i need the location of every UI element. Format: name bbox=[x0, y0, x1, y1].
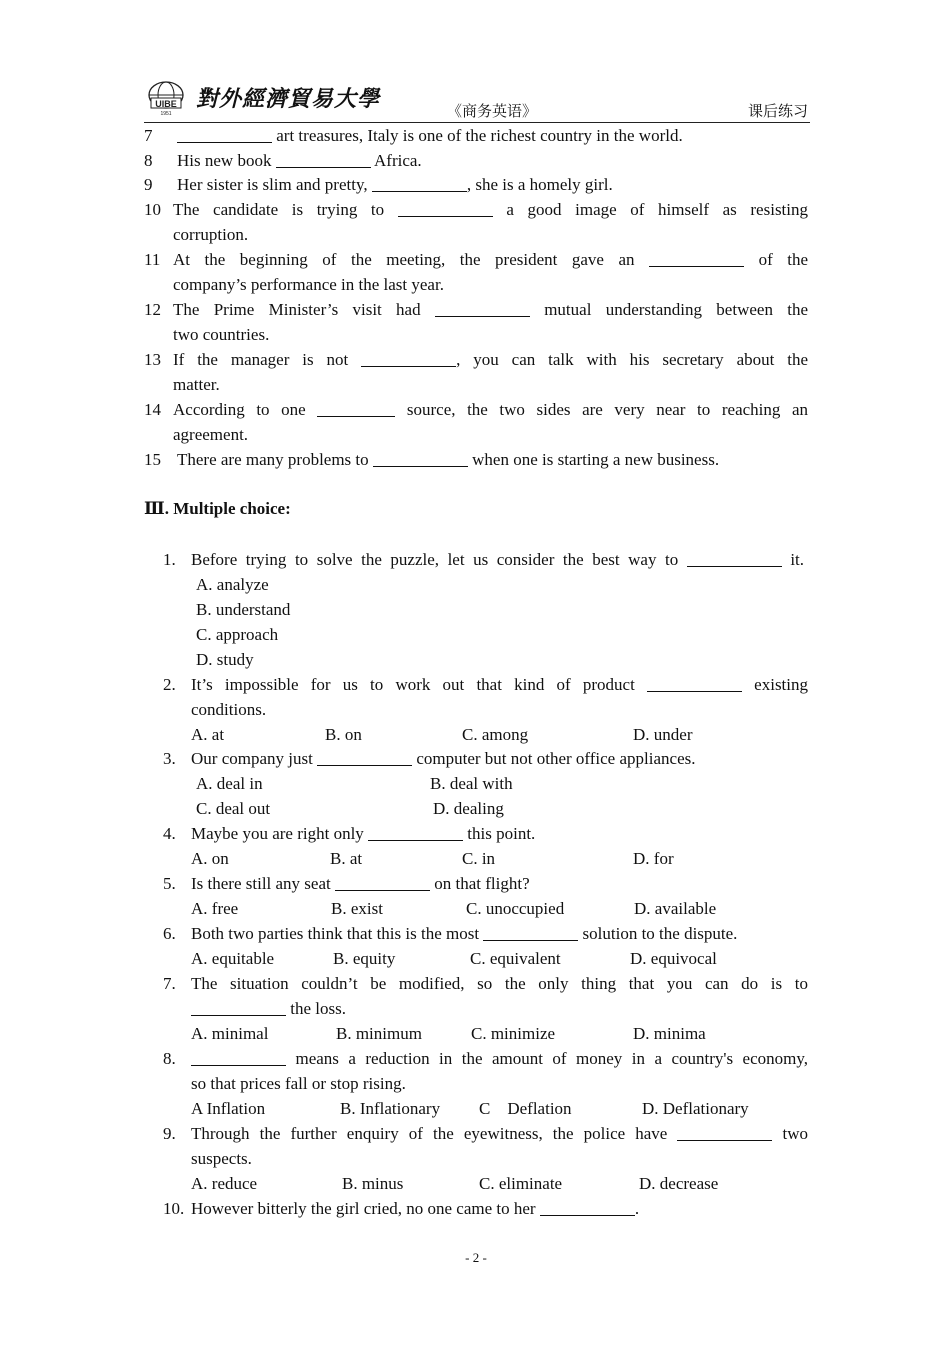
option[interactable]: B. minimum bbox=[336, 1024, 422, 1043]
mc-question-8: means a reduction in the amount of money in a country's economy, bbox=[191, 1048, 808, 1070]
answer-blank[interactable] bbox=[191, 999, 286, 1016]
item-10-cont: corruption. bbox=[173, 225, 249, 244]
option[interactable]: D. decrease bbox=[639, 1174, 719, 1193]
item-number: 13 bbox=[144, 350, 161, 369]
question-number: 9. bbox=[163, 1124, 176, 1143]
item-14-cont: agreement. bbox=[173, 425, 249, 444]
option[interactable]: D. study bbox=[196, 650, 254, 669]
item-10: The candidate is trying to a good image of himself as resisting bbox=[173, 200, 809, 219]
item-number: 7 bbox=[144, 126, 153, 145]
option[interactable]: A. on bbox=[191, 849, 229, 868]
answer-blank[interactable] bbox=[317, 400, 395, 417]
section-heading: Ⅲ. Multiple choice: bbox=[144, 499, 291, 518]
mc-question-3: Our company just computer but not other office appliances. bbox=[191, 749, 696, 768]
option[interactable]: B. on bbox=[325, 725, 362, 744]
mc-question-5: Is there still any seat on that flight? bbox=[191, 874, 530, 893]
question-number: 6. bbox=[163, 924, 176, 943]
option[interactable]: C. deal out bbox=[196, 799, 271, 818]
question-number: 3. bbox=[163, 749, 176, 768]
mc-question-7: The situation couldn’t be modified, so the only thing that you can do is to bbox=[191, 974, 808, 993]
item-12: The Prime Minister’s visit had mutual understanding between the bbox=[173, 300, 809, 319]
answer-blank[interactable] bbox=[373, 450, 468, 467]
university-logo-icon bbox=[144, 78, 188, 116]
question-number: 8. bbox=[163, 1049, 176, 1068]
option[interactable]: D. dealing bbox=[433, 799, 504, 818]
item-15: There are many problems to when one is starting a new business. bbox=[177, 450, 720, 469]
option[interactable]: A. analyze bbox=[196, 575, 269, 594]
option[interactable]: A. free bbox=[191, 899, 239, 918]
answer-blank[interactable] bbox=[649, 250, 744, 267]
mc-question-9: Through the further enquiry of the eyewitness, the police have two bbox=[191, 1124, 808, 1143]
option[interactable]: C. in bbox=[462, 849, 496, 868]
option[interactable]: C. unoccupied bbox=[466, 899, 565, 918]
answer-blank[interactable] bbox=[677, 1124, 772, 1141]
question-number: 7. bbox=[163, 974, 176, 993]
svg-text:UIBE: UIBE bbox=[155, 99, 177, 109]
option[interactable]: C. equivalent bbox=[470, 949, 561, 968]
answer-blank[interactable] bbox=[435, 300, 530, 317]
mc-question-6: Both two parties think that this is the most solution to the dispute. bbox=[191, 924, 738, 943]
option[interactable]: D. for bbox=[633, 849, 674, 868]
item-12-cont: two countries. bbox=[173, 325, 270, 344]
course-title: 《商务英语》 bbox=[447, 104, 538, 120]
option[interactable]: A Inflation bbox=[191, 1099, 266, 1118]
mc-question-4: Maybe you are right only this point. bbox=[191, 824, 536, 843]
option[interactable]: A. minimal bbox=[191, 1024, 269, 1043]
answer-blank[interactable] bbox=[647, 675, 742, 692]
answer-blank[interactable] bbox=[398, 200, 493, 217]
option[interactable]: A. at bbox=[191, 725, 225, 744]
option[interactable]: A. equitable bbox=[191, 949, 275, 968]
svg-text:1951: 1951 bbox=[160, 111, 172, 116]
mc-question-8-cont: so that prices fall or stop rising. bbox=[191, 1074, 406, 1093]
answer-blank[interactable] bbox=[687, 550, 782, 567]
answer-blank[interactable] bbox=[540, 1199, 635, 1216]
answer-blank[interactable] bbox=[177, 126, 272, 143]
option[interactable]: C. among bbox=[462, 725, 529, 744]
mc-question-2: It’s impossible for us to work out that kind of product existing bbox=[191, 675, 809, 694]
option[interactable]: B. deal with bbox=[430, 774, 513, 793]
answer-blank[interactable] bbox=[276, 151, 371, 168]
item-13: If the manager is not , you can talk with his secretary about the bbox=[173, 350, 808, 369]
item-11-cont: company’s performance in the last year. bbox=[173, 275, 444, 294]
answer-blank[interactable] bbox=[317, 749, 412, 766]
mc-question-7-cont: the loss. bbox=[191, 998, 346, 1020]
option[interactable]: D. available bbox=[634, 899, 717, 918]
item-number: 15 bbox=[144, 450, 161, 469]
answer-blank[interactable] bbox=[372, 175, 467, 192]
page-number: - 2 - bbox=[465, 1250, 487, 1265]
option[interactable]: D. under bbox=[633, 725, 693, 744]
option[interactable]: B. exist bbox=[331, 899, 383, 918]
option[interactable]: B. Inflationary bbox=[340, 1099, 441, 1118]
item-number: 10 bbox=[144, 200, 161, 219]
option[interactable]: C. minimize bbox=[471, 1024, 556, 1043]
option[interactable]: B. at bbox=[330, 849, 363, 868]
item-number: 8 bbox=[144, 151, 153, 170]
option[interactable]: A. deal in bbox=[196, 774, 263, 793]
mc-question-9-cont: suspects. bbox=[191, 1149, 252, 1168]
option[interactable]: B. understand bbox=[196, 600, 291, 619]
mc-question-1: Before trying to solve the puzzle, let us consider the best way to it. bbox=[191, 550, 805, 569]
option[interactable]: D. Deflationary bbox=[642, 1099, 749, 1118]
option[interactable]: D. equivocal bbox=[630, 949, 717, 968]
item-8: His new book Africa. bbox=[177, 151, 422, 170]
answer-blank[interactable] bbox=[368, 824, 463, 841]
header-section-label: 课后练习 bbox=[747, 104, 808, 120]
option[interactable]: C Deflation bbox=[479, 1099, 572, 1118]
item-number: 11 bbox=[144, 250, 161, 269]
answer-blank[interactable] bbox=[335, 874, 430, 891]
item-number: 12 bbox=[144, 300, 161, 319]
question-number: 2. bbox=[163, 675, 176, 694]
item-13-cont: matter. bbox=[173, 375, 220, 394]
answer-blank[interactable] bbox=[483, 924, 578, 941]
question-number: 1. bbox=[163, 550, 176, 569]
question-number: 4. bbox=[163, 824, 176, 843]
option[interactable]: A. reduce bbox=[191, 1174, 258, 1193]
answer-blank[interactable] bbox=[191, 1049, 286, 1066]
option[interactable]: B. minus bbox=[342, 1174, 404, 1193]
item-9: Her sister is slim and pretty, , she is a homely girl. bbox=[177, 175, 613, 194]
item-7: art treasures, Italy is one of the richest country in the world. bbox=[177, 125, 683, 147]
item-11: At the beginning of the meeting, the president gave an of the bbox=[173, 250, 809, 269]
item-14: According to one source, the two sides are very near to reaching an bbox=[173, 400, 809, 419]
option[interactable]: C. eliminate bbox=[479, 1174, 563, 1193]
item-number: 14 bbox=[144, 400, 161, 419]
university-name: 對外經濟貿易大學 bbox=[196, 86, 381, 112]
answer-blank[interactable] bbox=[361, 350, 456, 367]
mc-question-10: However bitterly the girl cried, no one came to her . bbox=[191, 1199, 640, 1218]
page-header bbox=[144, 76, 810, 123]
option[interactable]: B. equity bbox=[333, 949, 396, 968]
option[interactable]: C. approach bbox=[196, 625, 279, 644]
mc-question-2-cont: conditions. bbox=[191, 700, 267, 719]
question-number: 5. bbox=[163, 874, 176, 893]
item-number: 9 bbox=[144, 175, 153, 194]
option[interactable]: D. minima bbox=[633, 1024, 706, 1043]
question-number: 10. bbox=[163, 1199, 185, 1218]
